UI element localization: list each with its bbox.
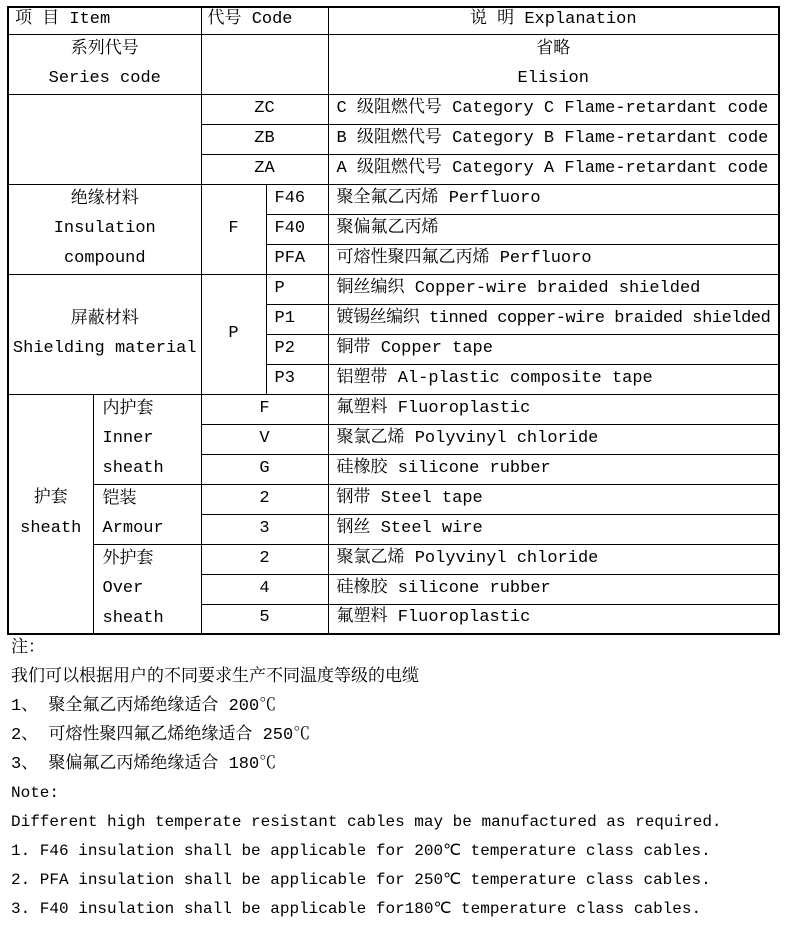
sheath-armour-label-en: Armour xyxy=(102,519,164,538)
insulation-item-en2: compound xyxy=(63,248,146,268)
sheath-armour-label-zh: 铠装 xyxy=(102,489,137,509)
shielding-explanation-p2: 铜带 Copper tape xyxy=(328,334,779,364)
shielding-explanation-p: 铜丝编织 Copper-wire braided shielded xyxy=(328,274,779,304)
sheath-item-cell xyxy=(8,394,93,634)
insulation-code-f40: F40 xyxy=(266,214,328,244)
shielding-row-p xyxy=(8,274,779,304)
header-code: 代号 Code xyxy=(201,7,328,34)
header-row xyxy=(8,7,779,34)
sheath-armour-explanation-2: 钢带 Steel tape xyxy=(328,484,779,514)
sheath-item-en: sheath xyxy=(20,518,82,538)
sheath-inner-code-g: G xyxy=(201,454,328,484)
shielding-explanation-p1: 镀锡丝编织 tinned copper-wire braided shielded xyxy=(328,304,779,334)
series-item-cell xyxy=(8,34,201,94)
sheath-inner-label-zh: 内护套 xyxy=(102,399,154,419)
sheath-over-explanation-2: 聚氯乙烯 Polyvinyl chloride xyxy=(328,544,779,574)
series-explanation-zh: 省略 xyxy=(536,39,571,59)
flame-explanation-zb: B 级阻燃代号 Category B Flame-retardant code xyxy=(328,124,779,154)
sheath-inner-label-cell xyxy=(93,394,201,484)
header-explanation: 说 明 Explanation xyxy=(328,7,779,34)
flame-code-za: ZA xyxy=(201,154,328,184)
shielding-item-en: Shielding material xyxy=(12,339,197,358)
insulation-item-en1: Insulation xyxy=(53,219,156,239)
note-zh-item-3: 3、 聚偏氟乙丙烯绝缘适合 180℃ xyxy=(11,755,277,774)
notes-section xyxy=(11,634,783,924)
flame-explanation-zc: C 级阻燃代号 Category C Flame-retardant code xyxy=(328,94,779,124)
series-code-row xyxy=(8,34,779,94)
shielding-item-cell xyxy=(8,274,201,394)
shielding-group-code: P xyxy=(201,274,266,394)
sheath-over-code-2: 2 xyxy=(201,544,328,574)
insulation-explanation-pfa: 可熔性聚四氟乙丙烯 Perfluoro xyxy=(328,244,779,274)
sheath-over-row-2 xyxy=(8,544,779,574)
shielding-code-p2: P2 xyxy=(266,334,328,364)
note-en-item-2: 2. PFA insulation shall be applicable for 250℃ temperature class cables. xyxy=(11,871,711,889)
header-item: 项 目 Item xyxy=(8,7,201,34)
insulation-item-zh: 绝缘材料 xyxy=(70,189,139,209)
sheath-armour-code-3: 3 xyxy=(201,514,328,544)
shielding-code-p: P xyxy=(266,274,328,304)
note-zh-heading: 注： xyxy=(11,639,45,658)
shielding-code-p3: P3 xyxy=(266,364,328,394)
sheath-over-label-en1: Over xyxy=(102,579,144,598)
sheath-armour-label-cell xyxy=(93,484,201,544)
note-zh-intro: 我们可以根据用户的不同要求生产不同温度等级的电缆 xyxy=(11,668,419,687)
note-en-heading: Note: xyxy=(11,784,60,802)
note-en-item-3: 3. F40 insulation shall be applicable for180℃ temperature class cables. xyxy=(11,900,702,918)
series-code-cell xyxy=(201,34,328,94)
shielding-item-zh: 屏蔽材料 xyxy=(70,309,139,329)
sheath-over-explanation-5: 氟塑料 Fluoroplastic xyxy=(328,604,779,634)
series-item-en: Series code xyxy=(48,69,161,88)
note-zh-item-1: 1、 聚全氟乙丙烯绝缘适合 200℃ xyxy=(11,697,277,716)
sheath-inner-explanation-g: 硅橡胶 silicone rubber xyxy=(328,454,779,484)
series-item-zh: 系列代号 xyxy=(70,39,139,59)
sheath-inner-label-en2: sheath xyxy=(102,458,164,478)
sheath-inner-code-v: V xyxy=(201,424,328,454)
note-en-intro: Different high temperate resistant cables may be manufactured as required. xyxy=(11,813,722,831)
sheath-armour-explanation-3: 钢丝 Steel wire xyxy=(328,514,779,544)
sheath-over-code-5: 5 xyxy=(201,604,328,634)
sheath-over-label-cell xyxy=(93,544,201,634)
insulation-row-f46 xyxy=(8,184,779,214)
sheath-over-code-4: 4 xyxy=(201,574,328,604)
sheath-armour-row-2 xyxy=(8,484,779,514)
sheath-armour-code-2: 2 xyxy=(201,484,328,514)
shielding-code-p1: P1 xyxy=(266,304,328,334)
flame-row-zc xyxy=(8,94,779,124)
sheath-inner-row-f xyxy=(8,394,779,424)
sheath-over-explanation-4: 硅橡胶 silicone rubber xyxy=(328,574,779,604)
sheath-over-label-zh: 外护套 xyxy=(102,549,154,569)
sheath-inner-label-en1: Inner xyxy=(102,429,154,449)
insulation-item-cell xyxy=(8,184,201,274)
flame-code-zc: ZC xyxy=(201,94,328,124)
insulation-group-code: F xyxy=(201,184,266,274)
insulation-code-pfa: PFA xyxy=(266,244,328,274)
sheath-over-label-en2: sheath xyxy=(102,608,164,628)
series-explanation-en: Elision xyxy=(517,69,589,88)
flame-explanation-za: A 级阻燃代号 Category A Flame-retardant code xyxy=(328,154,779,184)
sheath-inner-explanation-v: 聚氯乙烯 Polyvinyl chloride xyxy=(328,424,779,454)
insulation-explanation-f46: 聚全氟乙丙烯 Perfluoro xyxy=(328,184,779,214)
cable-code-table xyxy=(7,6,780,635)
flame-item-empty-cell xyxy=(8,94,201,184)
insulation-explanation-f40: 聚偏氟乙丙烯 xyxy=(328,214,779,244)
note-en-item-1: 1. F46 insulation shall be applicable for 200℃ temperature class cables. xyxy=(11,842,711,860)
insulation-code-f46: F46 xyxy=(266,184,328,214)
note-zh-item-2: 2、 可熔性聚四氟乙烯绝缘适合 250℃ xyxy=(11,726,311,745)
sheath-item-zh: 护套 xyxy=(33,489,68,509)
sheath-inner-explanation-f: 氟塑料 Fluoroplastic xyxy=(328,394,779,424)
series-explanation-cell xyxy=(328,34,779,94)
sheath-inner-code-f: F xyxy=(201,394,328,424)
shielding-explanation-p3: 铝塑带 Al-plastic composite tape xyxy=(328,364,779,394)
flame-code-zb: ZB xyxy=(201,124,328,154)
